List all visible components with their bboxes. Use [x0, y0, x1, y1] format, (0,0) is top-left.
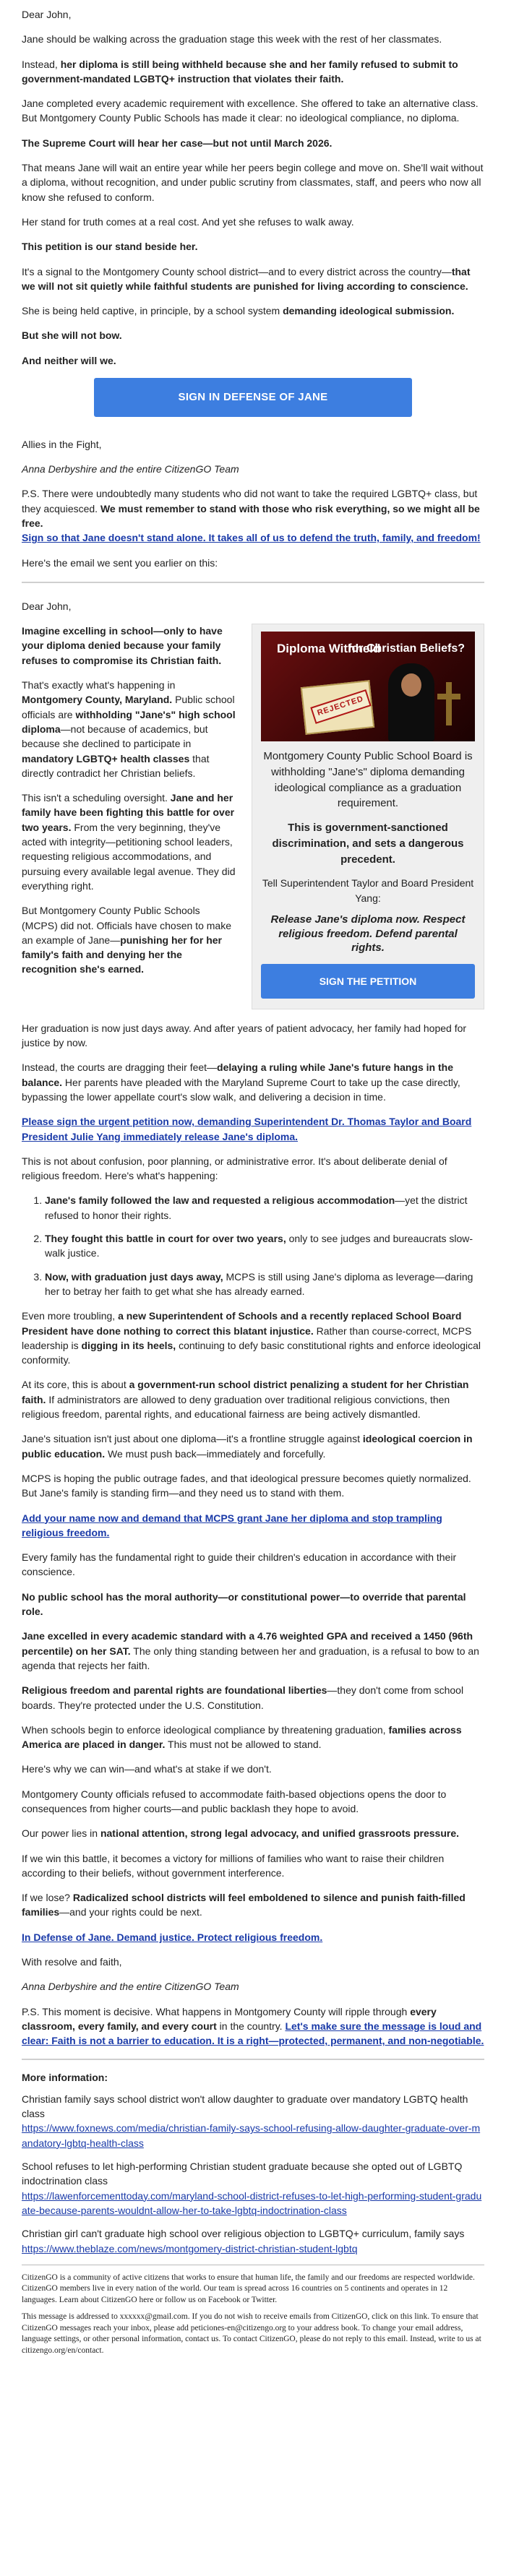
postscript: P.S. This moment is decisive. What happens in Montgomery County will ripple through every classroom, every family, and every court in the country. Let's make sure the message is loud and clear: Faith is not a barrier to education. It is a right—protected, permanent, and non-negotiable.: [22, 2005, 484, 2047]
paragraph: Instead, the courts are dragging their feet—delaying a ruling while Jane's future hangs in the balance. Her parents have pleaded with the Maryland Supreme Court to take up the case directly, bypassing the lower appellate court's slow walk, and delivering a decision in time.: [22, 1061, 460, 1103]
paragraph: Here's why we can win—and what's at stake if we don't.: [22, 1763, 272, 1775]
paragraph: If we lose? Radicalized school districts will feel emboldened to silence and punish faith-filled families—and your rights could be next.: [22, 1892, 466, 1918]
callout-image: [261, 632, 475, 741]
paragraph: She is being held captive, in principle, by a school system demanding ideological submission.: [22, 305, 455, 317]
facts-list: [22, 1193, 484, 1298]
source-link[interactable]: https://www.foxnews.com/media/christian-family-says-school-refusing-allow-daughter-graduate-over-mandatory-lgbtq-health-class: [22, 2122, 481, 2149]
paragraph: Jane should be walking across the graduation stage this week with the rest of her classmates.: [22, 33, 442, 46]
earlier-email-note: Here's the email we sent you earlier on this:: [22, 556, 218, 569]
email-body: [22, 0, 484, 2377]
paragraph: [22, 1114, 484, 1144]
paragraph: No public school has the moral authority—or constitutional power—to override that parental role.: [22, 1590, 466, 1618]
footer-unsubscribe: This message is addressed to xxxxxx@gmail.com. If you do not wish to receive emails from CitizenGO, click on this link. To ensure that CitizenGO messages reach your inbox, please add peticiones-en@citizengo.org to your address book. To change your email address, language settings, or other personal information, contact us. To contact CitizenGO, please do not reply to this email. Instead, write to us at citizengo.org/en/contact.: [22, 2312, 481, 2355]
salutation: Dear John,: [22, 600, 72, 612]
source-item: [22, 2226, 484, 2256]
list-item: 2. They fought this battle in court for over two years, only to see judges and bureaucrats slow-walk justice.: [45, 1231, 484, 1261]
paragraph: Her stand for truth comes at a real cost. And yet she refuses to walk away.: [22, 215, 354, 228]
source-item: [22, 2092, 484, 2150]
paragraph: Jane's situation isn't just about one diploma—it's a frontline struggle against ideological coercion in public education. We must push back—immediately and forcefully.: [22, 1433, 473, 1460]
paragraph: This is not about confusion, poor planning, or administrative error. It's about deliberate denial of religious freedom. Here's what's happening:: [22, 1155, 447, 1182]
paragraph: But Montgomery County Public Schools (MCPS) did not. Officials have chosen to make an example of Jane—punishing her for her family's faith and denying her the recognition she's earned.: [22, 905, 231, 975]
paragraph: When schools begin to enforce ideological compliance by threatening graduation, families across America are placed in danger. This must not be allowed to stand.: [22, 1723, 462, 1751]
paragraph: Religious freedom and parental rights are foundational liberties—they don't come from school boards. They're protected under the U.S. Constitution.: [22, 1684, 464, 1711]
image-caption-right: for Christian Beliefs?: [348, 642, 465, 655]
postscript: P.S. There were undoubtedly many students who did not want to take the required LGBTQ+ class, but they acquiesced. We must remember to stand with those who risk everything, so we might all be free. Sign so that Jane doesn't stand alone. It takes all of us to defend the truth, family, and freedom!: [22, 488, 481, 544]
student-face: [401, 673, 421, 697]
paragraph: Instead, her diploma is still being withheld because she and her family refused to submit to government-mandated LGBTQ+ instruction that violates their faith.: [22, 58, 458, 85]
more-information-title: More information:: [22, 2071, 108, 2083]
paragraph: At its core, this is about a government-run school district penalizing a student for her Christian faith. If administrators are allowed to deny graduation over traditional religious convictions, then religious freedom, parental rights, and educational fairness are being actively dismantled.: [22, 1379, 469, 1421]
paragraph: MCPS is hoping the public outrage fades, and that ideological pressure becomes quietly normalized. But Jane's family is standing firm—and they need us to stand with them.: [22, 1472, 471, 1499]
paragraph: This petition is our stand beside her.: [22, 241, 198, 253]
footer: [22, 2265, 484, 2357]
paragraph: [22, 1930, 484, 1944]
paragraph: Every family has the fundamental right to guide their children's education in accordance with their conscience.: [22, 1551, 457, 1578]
paragraph: That's exactly what's happening in Montgomery County, Maryland. Public school officials are withholding "Jane's" high school diploma—not because of academics, but because she declined to participate in mandatory LGBTQ+ health classes that directly contradict her Christian beliefs.: [22, 679, 236, 779]
paragraph: The Supreme Court will hear her case—but not until March 2026.: [22, 137, 333, 149]
cross-icon: [446, 682, 452, 725]
closing: Allies in the Fight,: [22, 438, 102, 450]
rejected-stamp: REJECTED: [310, 689, 371, 724]
source-link[interactable]: https://lawenforcementtoday.com/maryland-school-district-refuses-to-let-high-performing-student-graduate-because-parents-wouldnt-allow-her-to-take-lgbtq-indoctrination-class: [22, 2189, 482, 2216]
paragraph: Jane excelled in every academic standard with a 4.76 weighted GPA and received a 1450 (96th percentile) on her SAT. The only thing standing between her and graduation, is a refusal to bow to an agenda that rejects her faith.: [22, 1630, 479, 1671]
paragraph: Imagine excelling in school—only to have your diploma denied because your family refuses to compromise its Christian faith.: [22, 625, 223, 666]
callout-instruction: Tell Superintendent Taylor and Board President Yang:: [262, 877, 474, 904]
paragraph: That means Jane will wait an entire year while her peers begin college and move on. She'll wait without a diploma, without recognition, and under public scrutiny from classmates, staff, and peers who now all know she refused to conform.: [22, 162, 484, 203]
list-item: 3. Now, with graduation just days away, MCPS is still using Jane's diploma as leverage—daring her to betray her faith to get what she has already earned.: [45, 1270, 484, 1299]
paragraph: [22, 1511, 484, 1541]
email-part-two: [22, 599, 484, 2256]
source-title: School refuses to let high-performing Christian student graduate because she opted out of LGBTQ indoctrination class: [22, 2161, 463, 2187]
source-link[interactable]: https://www.theblaze.com/news/montgomery-district-christian-student-lgbtq: [22, 2242, 358, 2254]
paragraph: It's a signal to the Montgomery County school district—and to every district across the country—that we will not sit quietly while faithful students are punished for living according to conscience.: [22, 265, 471, 292]
source-item: [22, 2159, 484, 2218]
email-part-one: [22, 7, 484, 570]
petition-link[interactable]: In Defense of Jane. Demand justice. Protect religious freedom.: [22, 1931, 323, 1943]
postscript-sign-link[interactable]: Sign so that Jane doesn't stand alone. It takes all of us to defend the truth, family, and freedom!: [22, 532, 481, 544]
divider: [22, 582, 484, 583]
callout-demand: Release Jane's diploma now. Respect religious freedom. Defend parental rights.: [270, 913, 466, 955]
source-title: Christian family says school district won't allow daughter to graduate over mandatory LGBTQ health class: [22, 2093, 468, 2120]
source-title: Christian girl can't graduate high school over religious objection to LGBTQ+ curriculum, family says: [22, 2228, 465, 2240]
paragraph: This isn't a scheduling oversight. Jane and her family have been fighting this battle for over two years. From the very beginning, they've acted with integrity—petitioning school leaders, requesting religious accommodations, and pursuing every available legal avenue. They did everything right.: [22, 792, 236, 892]
paragraph: Jane completed every academic requirement with excellence. She offered to take an alternative class. But Montgomery County Public Schools has made it clear: no ideological compliance, no diploma.: [22, 98, 479, 124]
salutation: Dear John,: [22, 9, 72, 20]
petition-link[interactable]: Add your name now and demand that MCPS grant Jane her diploma and stop trampling religious freedom.: [22, 1512, 442, 1538]
paragraph: Even more troubling, a new Superintendent of Schools and a recently replaced School Board President have done nothing to correct this blatant injustice. Rather than course-correct, MCPS leadership is digging in its heels, continuing to defy basic constitutional rights and enforce ideological conformity.: [22, 1310, 481, 1366]
signature: Anna Derbyshire and the entire CitizenGO Team: [22, 1981, 239, 1993]
image-caption-left: Diploma Withheld: [277, 642, 381, 656]
list-item: 1. Jane's family followed the law and requested a religious accommodation—yet the district refused to honor their rights.: [45, 1193, 484, 1223]
paragraph: If we win this battle, it becomes a victory for millions of families who want to raise their children according to their beliefs, without government interference.: [22, 1852, 445, 1879]
more-information: [22, 2059, 484, 2256]
closing: With resolve and faith,: [22, 1956, 122, 1968]
paragraph: But she will not bow.: [22, 329, 122, 342]
paragraph: Her graduation is now just days away. And after years of patient advocacy, her family had hoped for justice by now.: [22, 1022, 467, 1049]
callout-warning: This is government-sanctioned discrimination, and sets a dangerous precedent.: [272, 822, 464, 866]
signature: Anna Derbyshire and the entire CitizenGO Team: [22, 463, 239, 475]
postscript-link[interactable]: Let's make sure the message is loud and clear: Faith is not a barrier to education. It is a right—protected, permanent, and non-negotiable.: [22, 2020, 484, 2047]
petition-callout: [252, 624, 484, 1009]
paragraph: Montgomery County officials refused to accommodate faith-based objections opens the door to consequences from higher courts—and public backlash they hope to avoid.: [22, 1788, 447, 1814]
paragraph: And neither will we.: [22, 354, 116, 366]
sign-in-defense-button[interactable]: SIGN IN DEFENSE OF JANE: [94, 378, 412, 417]
petition-link[interactable]: Please sign the urgent petition now, demanding Superintendent Dr. Thomas Taylor and Board President Julie Yang immediately release Jane's diploma.: [22, 1116, 472, 1142]
cross-icon-bar: [437, 694, 460, 699]
paragraph: Our power lies in national attention, strong legal advocacy, and unified grassroots pressure.: [22, 1827, 460, 1840]
sign-petition-button[interactable]: SIGN THE PETITION: [261, 964, 475, 999]
callout-summary: Montgomery County Public School Board is withholding "Jane's" diploma demanding ideological compliance as a graduation requirement.: [263, 750, 473, 810]
footer-about: CitizenGO is a community of active citizens that works to ensure that human life, the family and our freedoms are respected worldwide. CitizenGO members live in every nation of the world. Our team is spread across 16 countries on 5 continents and operates in 12 languages. Learn about CitizenGO here or follow us on Facebook or Twitter.: [22, 2273, 475, 2304]
